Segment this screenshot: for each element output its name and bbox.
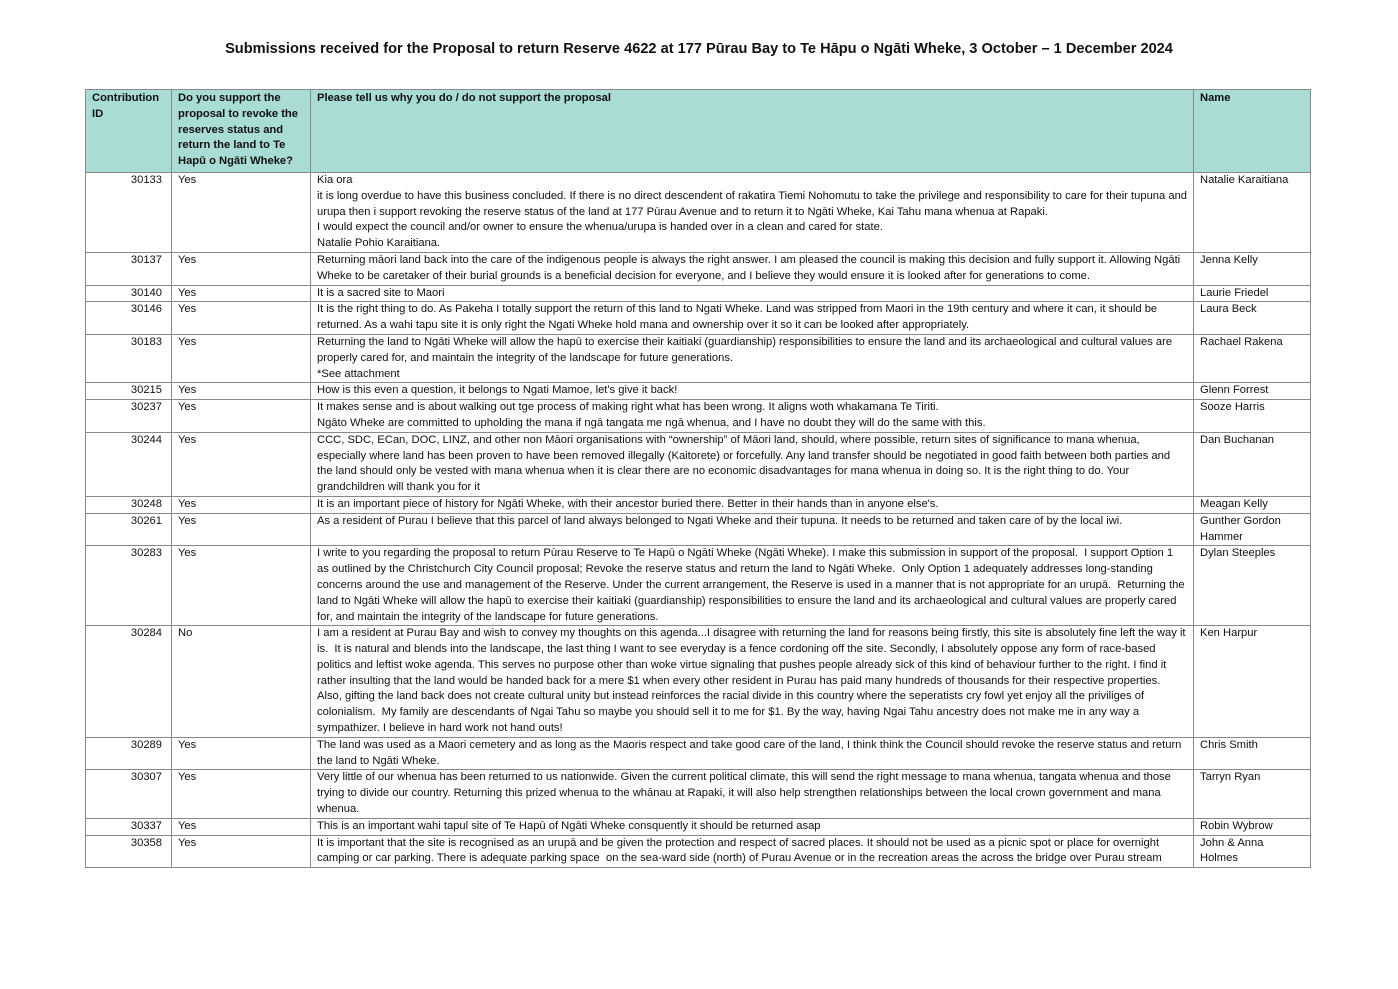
name-cell: Ken Harpur [1194, 626, 1311, 738]
support-cell: Yes [172, 835, 311, 868]
reason-cell: This is an important wahi tapul site of Te Hapū of Ngāti Wheke consquently it should be returned asap [311, 818, 1194, 835]
name-cell: Dylan Steeples [1194, 546, 1311, 626]
table-row [86, 302, 1311, 335]
table-row [86, 818, 1311, 835]
reason-cell: Returning the land to Ngāti Wheke will allow the hapū to exercise their kaitiaki (guardianship) responsibilities to ensure the land and its archaeological and cultural values are properly cared for, and maintain the integrity of the landscape for future generations. *See attachment [311, 334, 1194, 382]
support-cell: Yes [172, 546, 311, 626]
support-cell: Yes [172, 302, 311, 335]
name-cell: Laura Beck [1194, 302, 1311, 335]
contribution-id-cell: 30244 [86, 432, 172, 496]
contribution-id-cell: 30140 [86, 285, 172, 302]
contribution-id-cell: 30307 [86, 770, 172, 818]
support-cell: Yes [172, 172, 311, 252]
table-row [86, 172, 1311, 252]
name-cell: John & Anna Holmes [1194, 835, 1311, 868]
contribution-id-cell: 30183 [86, 334, 172, 382]
name-cell: Robin Wybrow [1194, 818, 1311, 835]
contribution-id-cell: 30215 [86, 383, 172, 400]
name-cell: Jenna Kelly [1194, 252, 1311, 285]
table-row [86, 513, 1311, 546]
reason-cell: It makes sense and is about walking out tge process of making right what has been wrong. It aligns woth whakamana Te Tiriti. Ngāto Wheke are committed to upholding the mana if ngā tangata me ngā whenua, and I have no doubt they will do the same with this. [311, 400, 1194, 433]
table-row [86, 737, 1311, 770]
contribution-id-cell: 30133 [86, 172, 172, 252]
reason-cell: Very little of our whenua has been returned to us nationwide. Given the current political climate, this will send the right message to mana whenua, tangata whenua and those trying to divide our country. Returning this prized whenua to the whānau at Rapaki, it will also help strengthen relationships between the local crown government and mana whenua. [311, 770, 1194, 818]
header-name: Name [1194, 90, 1311, 173]
reason-cell: It is a sacred site to Maori [311, 285, 1194, 302]
reason-cell: It is an important piece of history for Ngāti Wheke, with their ancestor buried there. Better in their hands than in anyone else's. [311, 496, 1194, 513]
page-title: Submissions received for the Proposal to return Reserve 4622 at 177 Pūrau Bay to Te Hāpu o Ngāti Wheke, 3 October – 1 December 2024 [225, 41, 1173, 57]
table-row [86, 334, 1311, 382]
contribution-id-cell: 30337 [86, 818, 172, 835]
name-cell: Laurie Friedel [1194, 285, 1311, 302]
support-cell: Yes [172, 513, 311, 546]
table-row [86, 626, 1311, 738]
reason-cell: Kia ora it is long overdue to have this business concluded. If there is no direct descendent of rakatira Tiemi Nohomutu to take the privilege and responsibility to care for their tupuna and urupa then i support revoking the reserve status of the land at 177 Pūrau Avenue and to return it to Ngāti Wheke, Kai Tahu mana whenua at Rapaki. I would expect the council and/or owner to ensure the whenua/urupa is handed over in a clean and cared for state. Natalie Pohio Karaitiana. [311, 172, 1194, 252]
contribution-id-cell: 30237 [86, 400, 172, 433]
support-cell: Yes [172, 252, 311, 285]
support-cell: Yes [172, 818, 311, 835]
header-row [86, 90, 1311, 173]
name-cell: Dan Buchanan [1194, 432, 1311, 496]
contribution-id-cell: 30248 [86, 496, 172, 513]
header-contribution-id: Contribution ID [86, 90, 172, 173]
support-cell: No [172, 626, 311, 738]
support-cell: Yes [172, 285, 311, 302]
support-cell: Yes [172, 383, 311, 400]
reason-cell: As a resident of Purau I believe that this parcel of land always belonged to Ngati Wheke and their tupuna. It needs to be returned and taken care of by the local iwi. [311, 513, 1194, 546]
table-body [86, 172, 1311, 867]
reason-cell: I write to you regarding the proposal to return Pūrau Reserve to Te Hapū o Ngāti Wheke (Ngāti Wheke). I make this submission in support of the proposal. I support Option 1 as outlined by the Christchurch City Council proposal; Revoke the reserve status and return the land to Ngāti Wheke. Only Option 1 adequately addresses long-standing concerns around the use and management of the Reserve. Under the current arrangement, the Reserve is used in a manner that is not appropriate for an urupā. Returning the land to Ngāti Wheke will allow the hapū to exercise their kaitiaki (guardianship) responsibilities to ensure the land and its archaeological and cultural values are properly cared for, and maintain the integrity of the landscape for future generations. [311, 546, 1194, 626]
table-row [86, 546, 1311, 626]
reason-cell: I am a resident at Purau Bay and wish to convey my thoughts on this agenda...I disagree with returning the land for reasons being firstly, this site is absolutely fine left the way it is. It is natural and blends into the landscape, the last thing I want to see everyday is a fence cordoning off the site. Secondly, I absolutely oppose any form of race-based politics and leftist woke agenda. This serves no purpose other than woke virtue signaling that pushes people already sick of this kind of behaviour further to the right. I find it rather insulting that the land would be handed back for a mere $1 when every other resident in Purau has paid many hundreds of thousands for their respective properties. Also, gifting the land back does not create cultural unity but instead reinforces the racial divide in this country where the seperatists cry fowl yet enjoy all the priviliges of colonialism. My family are descendants of Ngai Tahu so maybe you should sell it to me for $1. By the way, having Ngai Tahu ancestry does not make me in any way a sympathizer. I believe in hard work not hand outs! [311, 626, 1194, 738]
name-cell: Meagan Kelly [1194, 496, 1311, 513]
contribution-id-cell: 30137 [86, 252, 172, 285]
name-cell: Chris Smith [1194, 737, 1311, 770]
table-row [86, 285, 1311, 302]
table-row [86, 432, 1311, 496]
support-cell: Yes [172, 432, 311, 496]
reason-cell: How is this even a question, it belongs to Ngati Mamoe, let's give it back! [311, 383, 1194, 400]
name-cell: Natalie Karaitiana [1194, 172, 1311, 252]
contribution-id-cell: 30261 [86, 513, 172, 546]
contribution-id-cell: 30283 [86, 546, 172, 626]
submissions-table [85, 89, 1311, 868]
support-cell: Yes [172, 334, 311, 382]
reason-cell: CCC, SDC, ECan, DOC, LINZ, and other non Māori organisations with “ownership” of Māori land, should, where possible, return sites of significance to mana whenua, especially where land has been proven to have been removed illegally (Kaitorete) or forcefully. Any land transfer should be negotiated in good faith between both parties and the land should only be vested with mana whenua when it is clear there are no economic disadvantages for mana whenua in doing so. It is the right thing to do. Your grandchildren will thank you for it [311, 432, 1194, 496]
header-support: Do you support the proposal to revoke the reserves status and return the land to Te Hapū o Ngāti Wheke? [172, 90, 311, 173]
name-cell: Glenn Forrest [1194, 383, 1311, 400]
table-row [86, 400, 1311, 433]
table-row [86, 496, 1311, 513]
table-row [86, 835, 1311, 868]
contribution-id-cell: 30284 [86, 626, 172, 738]
reason-cell: The land was used as a Maori cemetery and as long as the Maoris respect and take good care of the land, I think think the Council should revoke the reserve status and return the land to Ngāti Wheke. [311, 737, 1194, 770]
support-cell: Yes [172, 400, 311, 433]
reason-cell: It is the right thing to do. As Pakeha I totally support the return of this land to Ngati Wheke. Land was stripped from Maori in the 19th century and where it can, it should be returned. As a wahi tapu site it is only right the Ngati Wheke hold mana and ownership over it so it can be looked after appropriately. [311, 302, 1194, 335]
table-header [86, 90, 1311, 173]
support-cell: Yes [172, 496, 311, 513]
contribution-id-cell: 30289 [86, 737, 172, 770]
name-cell: Gunther Gordon Hammer [1194, 513, 1311, 546]
contribution-id-cell: 30146 [86, 302, 172, 335]
name-cell: Tarryn Ryan [1194, 770, 1311, 818]
reason-cell: Returning māori land back into the care of the indigenous people is always the right answer. I am pleased the council is making this decision and fully support it. Allowing Ngāti Wheke to be caretaker of their burial grounds is a beneficial decision for everyone, and I believe they would ensure it is looked after for generations to come. [311, 252, 1194, 285]
table-row [86, 383, 1311, 400]
support-cell: Yes [172, 770, 311, 818]
reason-cell: It is important that the site is recognised as an urupā and be given the protection and respect of sacred places. It should not be used as a picnic spot or place for overnight camping or car parking. There is adequate parking space on the sea-ward side (north) of Purau Avenue or in the recreation areas the across the bridge over Purau stream [311, 835, 1194, 868]
header-reason: Please tell us why you do / do not support the proposal [311, 90, 1194, 173]
name-cell: Sooze Harris [1194, 400, 1311, 433]
table-row [86, 252, 1311, 285]
name-cell: Rachael Rakena [1194, 334, 1311, 382]
table-row [86, 770, 1311, 818]
contribution-id-cell: 30358 [86, 835, 172, 868]
support-cell: Yes [172, 737, 311, 770]
